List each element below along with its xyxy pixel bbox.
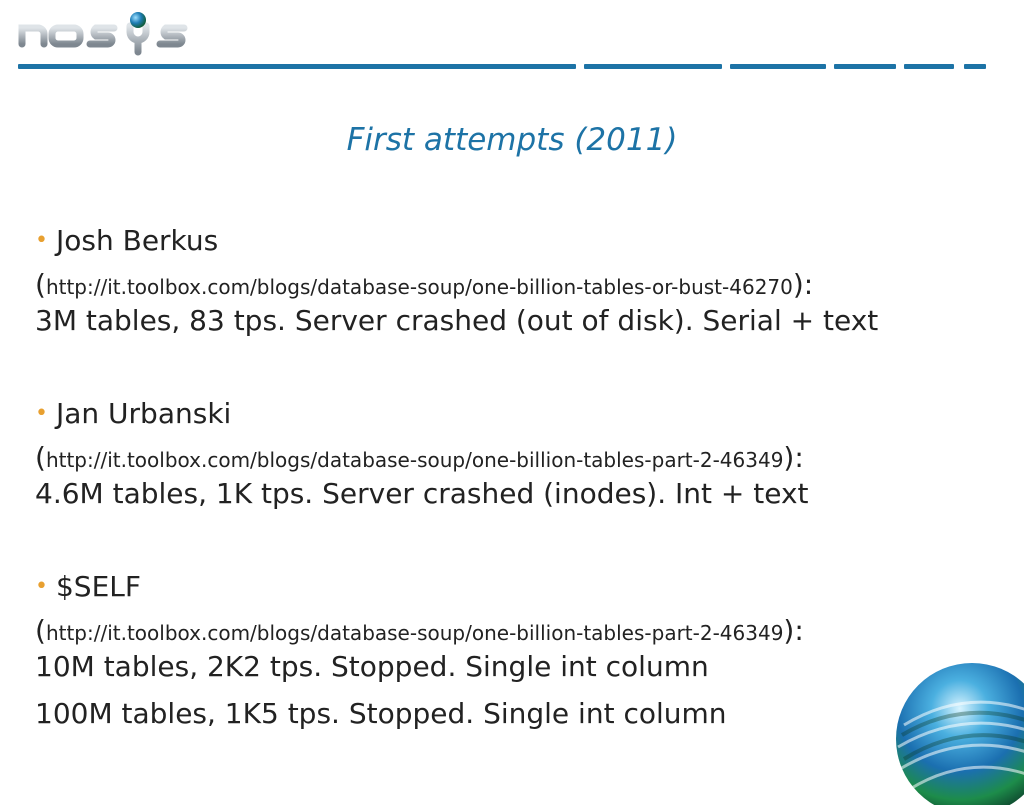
header-rule-segment bbox=[18, 64, 576, 69]
header-rule-segment bbox=[834, 64, 896, 69]
entry-name: $SELF bbox=[55, 570, 141, 603]
entry-source: (http://it.toolbox.com/blogs/database-soup/one-billion-tables-part-2-46349): bbox=[35, 614, 804, 647]
entry-self bbox=[35, 570, 804, 731]
entry-josh-berkus bbox=[35, 224, 878, 338]
globe-decoration-icon bbox=[890, 655, 1024, 805]
bullet-icon: • bbox=[35, 228, 48, 253]
entry-detail: 4.6M tables, 1K tps. Server crashed (inodes). Int + text bbox=[35, 477, 809, 510]
entry-name: Josh Berkus bbox=[55, 224, 219, 257]
entry-name: Jan Urbanski bbox=[55, 397, 232, 430]
entry-detail: 100M tables, 1K5 tps. Stopped. Single int column bbox=[35, 697, 727, 730]
entry-detail: 3M tables, 83 tps. Server crashed (out of disk). Serial + text bbox=[35, 304, 879, 337]
entry-url-link[interactable]: http://it.toolbox.com/blogs/database-soup/one-billion-tables-or-bust-46270 bbox=[45, 275, 793, 299]
entry-url-link[interactable]: http://it.toolbox.com/blogs/database-soup/one-billion-tables-part-2-46349 bbox=[45, 621, 784, 645]
header-rule-segment bbox=[584, 64, 722, 69]
header-rule-segment bbox=[964, 64, 986, 69]
entry-heading bbox=[35, 224, 878, 261]
entry-heading bbox=[35, 397, 809, 434]
bullet-icon: • bbox=[35, 401, 48, 426]
header-rule-segment bbox=[904, 64, 954, 69]
header-rule-segment bbox=[730, 64, 826, 69]
entry-detail: 10M tables, 2K2 tps. Stopped. Single int column bbox=[35, 650, 709, 683]
entry-url-link[interactable]: http://it.toolbox.com/blogs/database-soup/one-billion-tables-part-2-46349 bbox=[45, 448, 784, 472]
entry-heading bbox=[35, 570, 804, 607]
entry-source: (http://it.toolbox.com/blogs/database-soup/one-billion-tables-part-2-46349): bbox=[35, 441, 804, 474]
nosys-logo bbox=[16, 10, 206, 58]
entry-jan-urbanski bbox=[35, 397, 809, 511]
bullet-icon: • bbox=[35, 574, 48, 599]
slide-title: First attempts (2011) bbox=[346, 122, 678, 158]
entry-source: (http://it.toolbox.com/blogs/database-soup/one-billion-tables-or-bust-46270): bbox=[35, 268, 814, 301]
